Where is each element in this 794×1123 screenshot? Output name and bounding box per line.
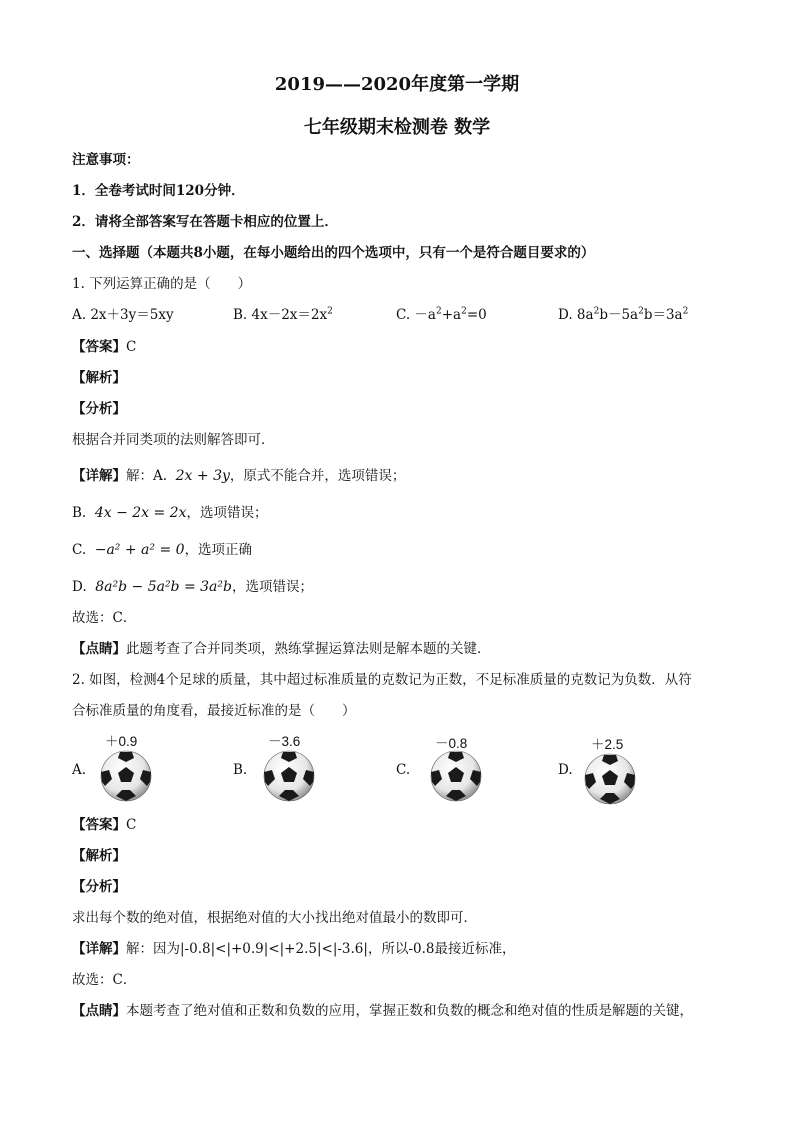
q1-option-c: C. $-a^2+a^2=0$ — [396, 306, 487, 323]
exam-title-year: 2019——2020年度第一学期 — [274, 74, 520, 95]
q1-fenxi-text: 根据合并同类项的法则解答即可． — [72, 432, 275, 448]
exam-title-subject: 七年级期末检测卷 数学 — [303, 117, 491, 138]
soccer-ball-icon — [430, 750, 482, 802]
q1-analysis-tag: 【解析】 — [72, 370, 126, 386]
q2-answer: 【答案】C — [72, 817, 137, 833]
q2-fenxi-text: 求出每个数的绝对值，根据绝对值的大小找出绝对值最小的数即可． — [72, 910, 477, 926]
q1-detail-b: B. 4x − 2x = 2x，选项错误； — [72, 505, 268, 521]
q2-choose: 故选：C． — [72, 972, 137, 988]
q2-option-b-letter: B. — [233, 762, 248, 778]
q1-answer: 【答案】C — [72, 339, 137, 355]
q1-choose: 故选：C． — [72, 610, 137, 626]
q2-ball-a-label: ＋0.9 — [105, 734, 138, 749]
soccer-ball-icon — [100, 750, 152, 802]
soccer-ball-icon — [584, 753, 636, 805]
q2-ball-b-label: －3.6 — [268, 734, 301, 749]
q2-option-a-letter: A. — [72, 762, 87, 778]
q2-analysis-tag: 【解析】 — [72, 848, 126, 864]
q1-comment: 【点睛】此题考查了合并同类项，熟练掌握运算法则是解本题的关键． — [72, 641, 491, 657]
q2-stem-line2: 合标准质量的角度看，最接近标准的是（ ） — [72, 703, 356, 719]
notes-item-2: 2．请将全部答案写在答题卡相应的位置上． — [72, 214, 338, 230]
q1-detail-a: 【详解】解：A. 2x + 3y，原式不能合并，选项错误； — [72, 468, 406, 484]
q2-option-d-letter: D. — [558, 762, 573, 778]
q1-stem: 1. 下列运算正确的是（ ） — [72, 276, 252, 292]
q2-ball-c-label: －0.8 — [435, 736, 468, 751]
soccer-ball-icon — [263, 750, 315, 802]
q1-fenxi-tag: 【分析】 — [72, 401, 126, 417]
q2-option-c-letter: C. — [396, 762, 411, 778]
q2-detail: 【详解】解：因为|-0.8|<|+0.9|<|+2.5|<|-3.6|，所以-0.8最接近标准， — [72, 941, 516, 957]
q1-option-b: B. $4x-2x=2x^2$ — [233, 306, 333, 323]
q1-detail-d: D. 8a²b − 5a²b = 3a²b，选项错误； — [72, 579, 313, 595]
q1-option-d: D. $8a^2b-5a^2b=3a^2$ — [558, 306, 689, 323]
notes-item-1: 1．全卷考试时间120分钟． — [72, 183, 245, 199]
q1-detail-c: C. −a² + a² = 0，选项正确 — [72, 542, 253, 558]
q2-fenxi-tag: 【分析】 — [72, 879, 126, 895]
q1-option-a: A. 2x＋3y＝5xy — [72, 307, 174, 323]
q2-stem-line1: 2. 如图，检测4个足球的质量，其中超过标准质量的克数记为正数，不足标准质量的克数记为负数．从符 — [72, 672, 692, 688]
section-heading: 一、选择题（本题共8小题，在每小题给出的四个选项中，只有一个是符合题目要求的） — [72, 245, 595, 261]
notes-heading: 注意事项： — [72, 152, 140, 168]
q2-comment: 【点睛】本题考查了绝对值和正数和负数的应用，掌握正数和负数的概念和绝对值的性质是解题的关键， — [72, 1003, 693, 1019]
q2-ball-d-label: ＋2.5 — [591, 737, 624, 752]
